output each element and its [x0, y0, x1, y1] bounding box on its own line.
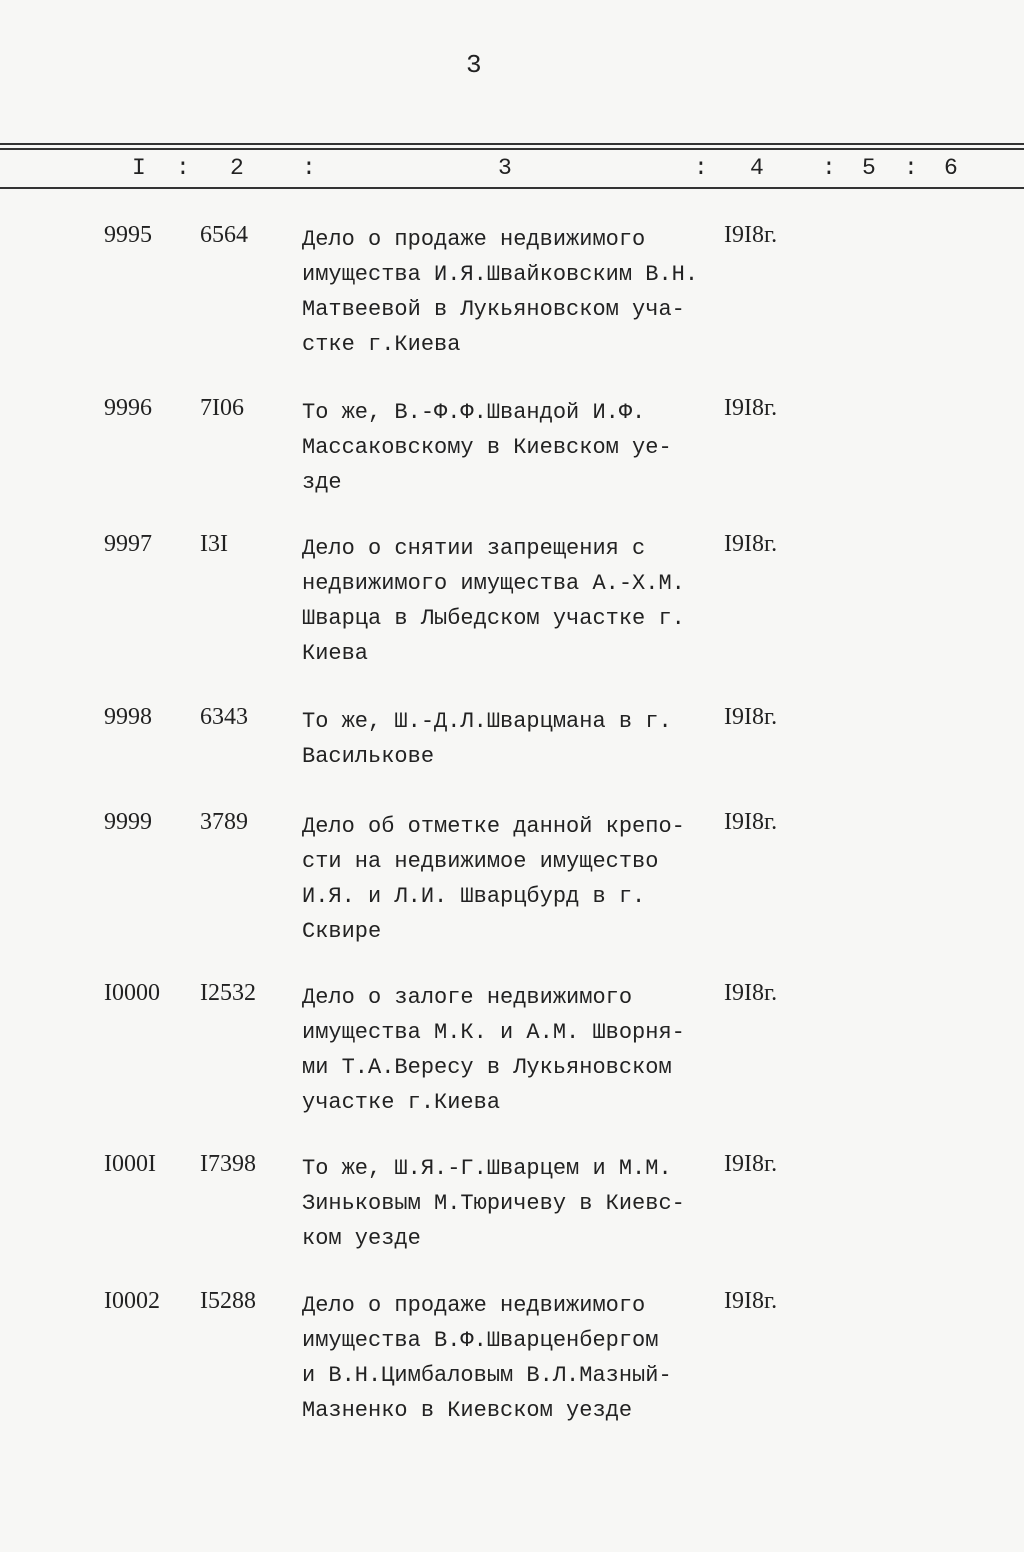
entry-description: То же, Ш.-Д.Л.Шварцмана в г. Василькове [302, 709, 672, 769]
header-rule-top-second [0, 148, 1024, 150]
entry-number: I0000 [104, 980, 160, 1006]
entry-number: 9996 [104, 395, 152, 421]
entry-description: Дело о снятии запрещения с недвижимого имущества А.-Х.М. Шварца в Лыбедском участке г. Киева [302, 536, 685, 666]
entry-year: I9I8г. [724, 704, 778, 730]
entry-description: То же, В.-Ф.Ф.Швандой И.Ф. Массаковскому в Киевском уе- зде [302, 400, 672, 495]
header-col-6: 6 [944, 155, 958, 181]
header-rule-top [0, 143, 1024, 145]
header-col-5: 5 [862, 155, 876, 181]
header-rule-bottom [0, 187, 1024, 189]
header-col-4: 4 [750, 155, 764, 181]
header-col-2: 2 [230, 155, 244, 181]
entry-number: I0002 [104, 1288, 160, 1314]
entry-old-number: 3789 [200, 809, 248, 835]
entry-number: 9999 [104, 809, 152, 835]
header-separator: : [694, 155, 708, 181]
entry-year: I9I8г. [724, 1288, 778, 1314]
entry-year: I9I8г. [724, 531, 778, 557]
entry-old-number: I3I [200, 531, 228, 557]
header-col-1: I [132, 155, 146, 181]
entry-year: I9I8г. [724, 980, 778, 1006]
header-separator: : [302, 155, 316, 181]
entry-number: 9995 [104, 222, 152, 248]
entry-old-number: 6343 [200, 704, 248, 730]
page-number: 3 [466, 50, 482, 80]
header-col-3: 3 [498, 155, 512, 181]
entry-description: То же, Ш.Я.-Г.Шварцем и М.М. Зиньковым М.Тюричеву в Киевс- ком уезде [302, 1156, 685, 1251]
entry-old-number: 7I06 [200, 395, 244, 421]
entry-description: Дело о продаже недвижимого имущества И.Я.Швайковским В.Н. Матвеевой в Лукьяновском уча- стке г.Киева [302, 227, 699, 357]
header-separator: : [176, 155, 190, 181]
entry-description: Дело об отметке данной крепо- сти на недвижимое имущество И.Я. и Л.И. Шварцбурд в г. Сквире [302, 814, 685, 944]
entry-number: 9998 [104, 704, 152, 730]
entry-old-number: I2532 [200, 980, 256, 1006]
entry-old-number: I7398 [200, 1151, 256, 1177]
entry-old-number: 6564 [200, 222, 248, 248]
entry-number: I000I [104, 1151, 156, 1177]
entry-description: Дело о продаже недвижимого имущества В.Ф.Шварценбергом и В.Н.Цимбаловым В.Л.Мазный- Мазненко в Киевском уезде [302, 1293, 672, 1423]
entry-year: I9I8г. [724, 809, 778, 835]
entry-year: I9I8г. [724, 222, 778, 248]
entry-number: 9997 [104, 531, 152, 557]
entry-description: Дело о залоге недвижимого имущества М.К. и А.М. Шворня- ми Т.А.Вересу в Лукьяновском участке г.Киева [302, 985, 685, 1115]
entry-old-number: I5288 [200, 1288, 256, 1314]
header-separator: : [822, 155, 836, 181]
header-separator: : [904, 155, 918, 181]
entry-year: I9I8г. [724, 1151, 778, 1177]
entry-year: I9I8г. [724, 395, 778, 421]
